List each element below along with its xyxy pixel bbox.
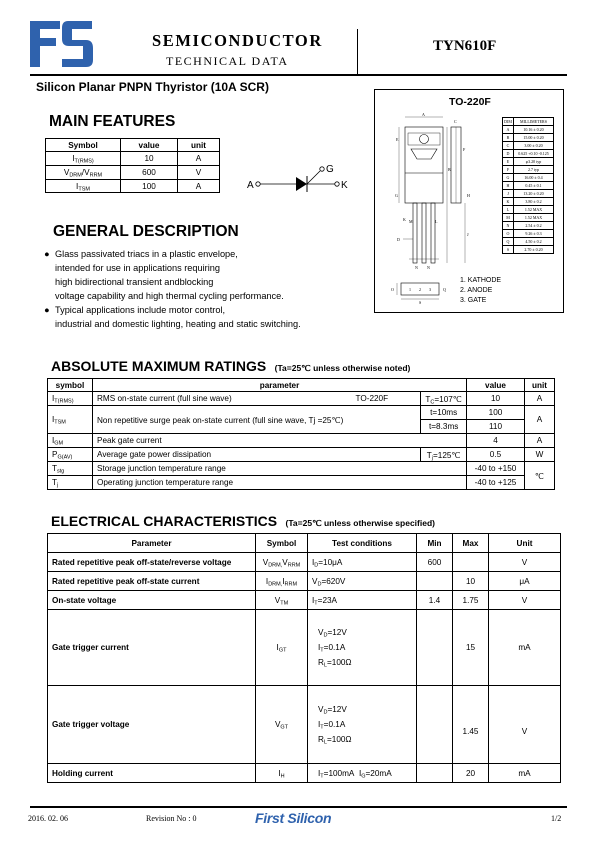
- min-cell: 1.4: [417, 591, 453, 610]
- table-row: [503, 126, 554, 134]
- value-cell: 0.5: [467, 448, 525, 462]
- description-line: high bidirectional transient andblocking: [55, 277, 214, 287]
- dim-letter: F: [463, 147, 466, 152]
- bullet-icon: ●: [44, 249, 50, 259]
- abs-max-note: (Ta=25℃ unless otherwise noted): [274, 363, 411, 373]
- condition-cell: t=8.3ms: [421, 420, 467, 434]
- parameter-cell: Peak gate current: [93, 434, 467, 448]
- dim-letter-cell: E: [503, 158, 514, 166]
- dim-letter: G: [395, 193, 398, 198]
- dim-letter: N: [427, 265, 430, 270]
- dim-letter-cell: Q: [503, 238, 514, 246]
- max-cell: 1.45: [453, 686, 489, 764]
- col-header: Min: [417, 534, 453, 553]
- min-cell: [417, 686, 453, 764]
- condition-cell: $T_j=125℃$: [421, 448, 467, 462]
- dim-letter: A: [422, 112, 425, 117]
- abs-max-table: [47, 378, 555, 490]
- unit-cell: A: [178, 152, 220, 166]
- footer-page-number: 1/2: [551, 814, 562, 823]
- table-row: [503, 198, 554, 206]
- symbol-cell: $I_{T(RMS)}$: [46, 152, 121, 166]
- min-cell: [417, 764, 453, 783]
- dim-value-cell: 3.80 ± 0.2: [514, 198, 554, 206]
- symbol-cell: $P_{G(AV)}$: [48, 448, 93, 462]
- value-cell: -40 to +125: [467, 476, 525, 490]
- dimensions-table: [502, 117, 554, 254]
- description-line: intended for use in applications requiring: [55, 263, 220, 273]
- value-cell: 100: [121, 180, 178, 193]
- parameter-cell: Gate trigger current: [48, 610, 256, 686]
- parameter-cell: Holding current: [48, 764, 256, 783]
- table-row: [503, 238, 554, 246]
- dim-letter-cell: B: [503, 134, 514, 142]
- symbol-cell: $I_{TSM}$: [48, 406, 93, 434]
- dim-letter-cell: L: [503, 206, 514, 214]
- dim-letter-cell: C: [503, 142, 514, 150]
- table-row: [503, 134, 554, 142]
- symbol-cell: $I_H$: [256, 764, 308, 783]
- table-row: [48, 553, 561, 572]
- dim-letter-cell: F: [503, 166, 514, 174]
- unit-cell: A: [525, 392, 555, 406]
- unit-cell: mA: [489, 764, 561, 783]
- dim-letter-cell: A: [503, 126, 514, 134]
- table-row: [48, 392, 555, 406]
- col-header: Max: [453, 534, 489, 553]
- description-line: industrial and domestic lighting, heating and static switching.: [55, 319, 301, 329]
- unit-cell: mA: [489, 610, 561, 686]
- table-row: [503, 206, 554, 214]
- table-row: [503, 182, 554, 190]
- footer-revision: Revision No : 0: [146, 814, 197, 823]
- value-cell: 4: [467, 434, 525, 448]
- col-header: Symbol: [256, 534, 308, 553]
- dim-letter: N: [415, 265, 418, 270]
- condition-cell: $V_D=12V$ $I_T=0.1A$ $R_L=100\Omega$: [308, 686, 417, 764]
- condition-cell: $I_T=100mA$ $I_G=20mA$: [308, 764, 417, 783]
- dim-value-cell: 16.00 ± 0.4: [514, 174, 554, 182]
- dim-value-cell: 15.00 ± 0.20: [514, 134, 554, 142]
- dim-letter-cell: G: [503, 174, 514, 182]
- dim-letter-cell: M: [503, 214, 514, 222]
- symbol-cell: $V_{GT}$: [256, 686, 308, 764]
- col-header: unit: [178, 139, 220, 152]
- footer-date: 2016. 02. 06: [28, 814, 68, 823]
- dim-letter: Q: [443, 287, 446, 292]
- value-cell: 100: [467, 406, 525, 420]
- dim-value-cell: φ3.20 typ: [514, 158, 554, 166]
- unit-cell: V: [489, 591, 561, 610]
- unit-cell: ℃: [525, 462, 555, 490]
- dim-letter-cell: N: [503, 222, 514, 230]
- dim-header: DIM: [504, 119, 512, 124]
- main-features-heading: MAIN FEATURES: [49, 113, 176, 130]
- value-cell: 10: [467, 392, 525, 406]
- col-header: Parameter: [48, 534, 256, 553]
- condition-cell: $I_D=10\mu A$: [308, 553, 417, 572]
- dim-letter: S: [419, 300, 422, 305]
- dim-value-cell: 4.50 ± 0.2: [514, 238, 554, 246]
- symbol-cell: $I_{DRM,}I_{RRM}$: [256, 572, 308, 591]
- main-features-table: [45, 138, 220, 193]
- dim-value-cell: 2.54 ± 0.2: [514, 222, 554, 230]
- max-cell: 1.75: [453, 591, 489, 610]
- parameter-cell: Storage junction temperature range: [93, 462, 467, 476]
- table-row: [503, 230, 554, 238]
- description-line: Typical applications include motor control,: [55, 305, 226, 315]
- unit-cell: A: [178, 180, 220, 193]
- table-row: [503, 166, 554, 174]
- condition-cell: $I_T=23A$: [308, 591, 417, 610]
- table-row: [503, 246, 554, 254]
- unit-cell: W: [525, 448, 555, 462]
- dim-letter: M: [409, 219, 413, 224]
- table-row: [48, 406, 555, 420]
- pin-list: [460, 276, 501, 306]
- elec-heading-line: [51, 513, 435, 531]
- company-subtitle: TECHNICAL DATA: [166, 54, 289, 68]
- unit-cell: V: [489, 686, 561, 764]
- dim-value-cell: 2.70 ± 0.20: [514, 246, 554, 254]
- unit-cell: A: [525, 434, 555, 448]
- parameter-cell: On-state voltage: [48, 591, 256, 610]
- table-row: [503, 142, 554, 150]
- table-row: [48, 476, 555, 490]
- col-header: value: [121, 139, 178, 152]
- package-name: TO-220F: [449, 96, 491, 108]
- pin-2-label: 2. ANODE: [460, 287, 493, 294]
- table-row: [48, 462, 555, 476]
- col-header: unit: [525, 379, 555, 392]
- parameter-cell: Rated repetitive peak off-state current: [48, 572, 256, 591]
- abs-max-heading: ABSOLUTE MAXIMUM RATINGS: [51, 358, 267, 374]
- col-header: value: [467, 379, 525, 392]
- dim-value-cell: 3.00 ± 0.20: [514, 142, 554, 150]
- parameter-cell: RMS on-state current (full sine wave) TO-220F: [93, 392, 421, 406]
- condition-cell: $T_C=107℃$: [421, 392, 467, 406]
- table-row: [48, 448, 555, 462]
- symbol-cell: $V_{TM}$: [256, 591, 308, 610]
- pin-number: 1: [409, 287, 411, 292]
- company-logo: [30, 21, 94, 67]
- table-row: [503, 118, 554, 126]
- description-text: [55, 247, 284, 303]
- dim-header: MILLIMETERS: [514, 118, 554, 126]
- parameter-cell: Gate trigger voltage: [48, 686, 256, 764]
- unit-cell: μA: [489, 572, 561, 591]
- table-row: [48, 572, 561, 591]
- table-row: [46, 180, 220, 193]
- dim-letter-cell: D: [503, 150, 514, 158]
- bullet-icon: ●: [44, 305, 50, 315]
- col-header: Symbol: [46, 139, 121, 152]
- symbol-cell: $I_{TSM}$: [46, 180, 121, 193]
- symbol-cell: $I_{T(RMS)}$: [48, 392, 93, 406]
- symbol-cell: $T_j$: [48, 476, 93, 490]
- footer-rule: [30, 806, 567, 808]
- dim-letter-cell: H: [503, 182, 514, 190]
- package-drawing: [389, 111, 473, 271]
- value-cell: 600: [121, 166, 178, 180]
- min-cell: [417, 610, 453, 686]
- table-row: [503, 214, 554, 222]
- dim-letter: D: [397, 237, 400, 242]
- dim-letter: L: [435, 219, 438, 224]
- value-cell: 110: [467, 420, 525, 434]
- col-header: Test conditions: [308, 534, 417, 553]
- description-line: Glass passivated triacs in a plastic envelope,: [55, 249, 238, 259]
- header-rule: [30, 74, 567, 76]
- parameter-cell: Average gate power dissipation: [93, 448, 421, 462]
- dim-letter-cell: K: [503, 198, 514, 206]
- table-row: [503, 158, 554, 166]
- symbol-cell: $I_{GM}$: [48, 434, 93, 448]
- dim-letter-cell: J: [503, 190, 514, 198]
- table-row: [503, 150, 554, 158]
- col-header: parameter: [93, 379, 467, 392]
- table-row: [48, 591, 561, 610]
- header-divider: [357, 29, 358, 74]
- company-name: SEMICONDUCTOR: [152, 31, 323, 50]
- symbol-cell: $V_{DRM,}V_{RRM}$: [256, 553, 308, 572]
- table-header-row: [48, 534, 561, 553]
- table-header-row: [48, 379, 555, 392]
- parameter-cell: Non repetitive surge peak on-state current (full sine wave, Tj =25℃): [93, 406, 421, 434]
- symbol-cell: $T_{stg}$: [48, 462, 93, 476]
- package-bottom-view: [389, 279, 449, 305]
- dim-letter: E: [396, 137, 399, 142]
- dim-value-cell: 1.52 MAX: [514, 214, 554, 222]
- dim-letter: B: [448, 167, 451, 172]
- table-row: [503, 222, 554, 230]
- value-cell: -40 to +150: [467, 462, 525, 476]
- min-cell: [417, 572, 453, 591]
- unit-cell: A: [525, 406, 555, 434]
- pin-number: 2: [419, 287, 421, 292]
- unit-cell: V: [489, 553, 561, 572]
- kathode-label: K: [341, 180, 348, 191]
- dim-letter-cell: S: [503, 246, 514, 254]
- table-row: [48, 610, 561, 686]
- gate-label: G: [326, 164, 334, 175]
- max-cell: 10: [453, 572, 489, 591]
- value-cell: 10: [121, 152, 178, 166]
- condition-cell: $V_D=12V$ $I_T=0.1A$ $R_L=100\Omega$: [308, 610, 417, 686]
- dim-letter: J: [467, 232, 469, 237]
- general-description-heading: GENERAL DESCRIPTION: [53, 223, 239, 240]
- pin-number: 3: [429, 287, 431, 292]
- dim-value-cell: 0.45 ± 0.1: [514, 182, 554, 190]
- min-cell: 600: [417, 553, 453, 572]
- table-row: [48, 764, 561, 783]
- table-row: [48, 686, 561, 764]
- table-row: [503, 174, 554, 182]
- dim-letter: K: [403, 217, 406, 222]
- table-row: [46, 152, 220, 166]
- col-header: Unit: [489, 534, 561, 553]
- elec-heading: ELECTRICAL CHARACTERISTICS: [51, 513, 278, 529]
- part-number: TYN610F: [433, 38, 497, 54]
- max-cell: [453, 553, 489, 572]
- description-text: [55, 303, 301, 331]
- max-cell: 15: [453, 610, 489, 686]
- elec-note: (Ta=25℃ unless otherwise specified): [285, 518, 435, 528]
- dim-value-cell: 1.52 MAX: [514, 206, 554, 214]
- table-row: [46, 166, 220, 180]
- footer-brand-logo: First Silicon: [255, 810, 332, 826]
- col-header: symbol: [48, 379, 93, 392]
- dim-letter: H: [467, 193, 470, 198]
- dim-value-cell: 10.16 ± 0.20: [514, 126, 554, 134]
- dim-value-cell: 13.20 ± 0.20: [514, 190, 554, 198]
- dim-value-cell: 2.7 typ: [514, 166, 554, 174]
- condition-cell: $V_D=620V$: [308, 572, 417, 591]
- abs-max-heading-line: [51, 358, 410, 376]
- pin-1-label: 1. KATHODE: [460, 277, 502, 284]
- description-line: voltage capability and high thermal cycling performance.: [55, 291, 284, 301]
- parameter-cell: Operating junction temperature range: [93, 476, 467, 490]
- thyristor-symbol: [245, 160, 355, 208]
- parameter-cell: Rated repetitive peak off-state/reverse voltage: [48, 553, 256, 572]
- pin-3-label: 3. GATE: [460, 297, 487, 304]
- dim-letter: C: [454, 119, 457, 124]
- dim-letter-cell: O: [503, 230, 514, 238]
- document-title: Silicon Planar PNPN Thyristor (10A SCR): [36, 80, 269, 94]
- max-cell: 20: [453, 764, 489, 783]
- dim-letter: O: [391, 287, 394, 292]
- anode-label: A: [247, 180, 254, 191]
- condition-cell: t=10ms: [421, 406, 467, 420]
- electrical-table: [47, 533, 561, 783]
- unit-cell: V: [178, 166, 220, 180]
- dim-value-cell: 9.26 ± 0.3: [514, 230, 554, 238]
- table-row: [48, 434, 555, 448]
- table-row: [503, 190, 554, 198]
- symbol-cell: $V_{DRM}/V_{RRM}$: [46, 166, 121, 180]
- symbol-cell: $I_{GT}$: [256, 610, 308, 686]
- dim-value-cell: 0.625 +0.10 -0.125: [514, 150, 554, 158]
